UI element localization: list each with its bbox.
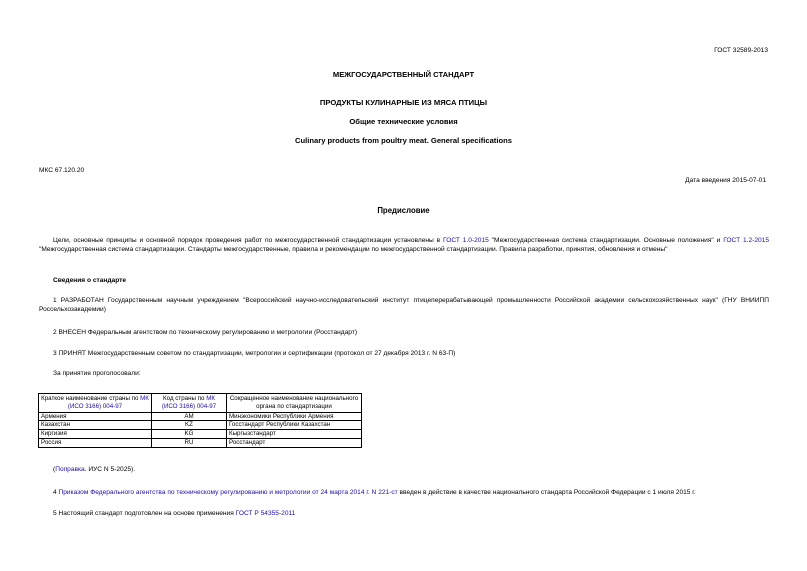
mk-link[interactable]: МК — [206, 395, 215, 402]
prepared-item — [53, 510, 295, 519]
english-title: Culinary products from poultry meat. General specifications — [295, 136, 512, 145]
gost-r-54355-link[interactable]: ГОСТ Р 54355-2011 — [235, 510, 296, 517]
document-number: ГОСТ 32589-2013 — [714, 47, 768, 54]
table-row — [39, 430, 362, 439]
header-text: Краткое наименование страны по — [41, 395, 141, 402]
paragraph-text: "Межгосударственная система стандартизации. Стандарты межгосударственные, правила и рекомендации по межгосударственной стандартизации. Правила разработки, принятия, обновления и отмены" — [39, 245, 668, 253]
submitted-item: 2 ВНЕСЕН Федеральным агентством по техническому регулированию и метрологии (Росстандарт) — [53, 329, 358, 336]
order-link[interactable]: Приказом Федерального агентства по техническому регулированию и метрологии от 24 марта 2014 г. N 221-ст — [58, 489, 398, 496]
developer-item: 1 РАЗРАБОТАН Государственным научным учреждением "Всероссийский научно-исследовательский институт птицеперерабатывающей промышленности Российской академии сельскохозяйственных наук" (ГНУ ВНИИПП Россельхозакадемии) — [39, 297, 769, 313]
header-national-body: Сокращенное наименование национального органа по стандартизации — [227, 394, 362, 413]
item-text: 5 Настоящий стандарт подготовлен на основе применения — [53, 510, 236, 517]
item-text: введен в действие в качестве национального стандарта Российской Федерации с 1 июля 2015 г. — [397, 489, 696, 496]
adopted-item: 3 ПРИНЯТ Межгосударственным советом по стандартизации, метрологии и сертификации (протокол от 27 декабря 2013 г. N 63-П) — [53, 350, 456, 357]
standard-type-title: МЕЖГОСУДАРСТВЕННЫЙ СТАНДАРТ — [332, 70, 475, 79]
iso-3166-link[interactable]: (ИСО 3166) 004-97 — [161, 402, 217, 410]
main-title: ПРОДУКТЫ КУЛИНАРНЫЕ ИЗ МЯСА ПТИЦЫ — [319, 98, 488, 107]
amendment-text: . ИУС N 5-2025). — [84, 466, 136, 473]
gost-1-2-link[interactable]: ГОСТ 1.2-2015 — [723, 237, 770, 244]
country-cell: Армения — [39, 412, 152, 421]
voting-table — [38, 393, 362, 448]
country-cell: Киргизия — [39, 430, 152, 439]
mks-code: МКС 67.120.20 — [39, 167, 85, 174]
code-cell: KG — [152, 430, 227, 439]
country-cell: Казахстан — [39, 421, 152, 430]
preface-heading: Предисловие — [377, 206, 430, 215]
item-number: 4 — [53, 489, 59, 496]
code-cell: AM — [152, 412, 227, 421]
header-country-name — [39, 394, 152, 413]
paragraph-text: Цели, основные принципы и основной порядок проведения работ по межгосударственной стандартизации установлены в — [53, 237, 443, 244]
country-cell: Россия — [39, 438, 152, 447]
code-cell: RU — [152, 438, 227, 447]
gost-1-0-link[interactable]: ГОСТ 1.0-2015 — [443, 237, 489, 244]
header-country-code — [152, 394, 227, 413]
table-row — [39, 421, 362, 430]
about-standard-heading: Сведения о стандарте — [53, 277, 127, 284]
body-cell: Госстандарт Республики Казахстан — [227, 421, 362, 430]
code-cell: KZ — [152, 421, 227, 430]
paragraph-text: "Межгосударственная система стандартизации. Основные положения" и — [488, 237, 724, 244]
introduction-date: Дата введения 2015-07-01 — [685, 177, 766, 184]
body-cell: Минэкономики Республики Армения — [227, 412, 362, 421]
body-cell: Кыргызстандарт — [227, 430, 362, 439]
header-text: Код страны по — [163, 395, 207, 402]
voted-label: За принятие проголосовали: — [53, 370, 141, 377]
table-row — [39, 412, 362, 421]
amendment-note — [53, 466, 135, 475]
enacted-item — [53, 489, 769, 498]
amendment-open: ( — [53, 466, 56, 473]
preface-paragraph — [39, 237, 769, 254]
mk-iso-link[interactable]: МК (ИСО 3166) 004-97 — [67, 395, 149, 410]
amendment-link[interactable]: Поправка — [55, 466, 85, 473]
subtitle: Общие технические условия — [349, 117, 458, 126]
table-header-row — [39, 394, 362, 413]
table-row — [39, 438, 362, 447]
body-cell: Росстандарт — [227, 438, 362, 447]
